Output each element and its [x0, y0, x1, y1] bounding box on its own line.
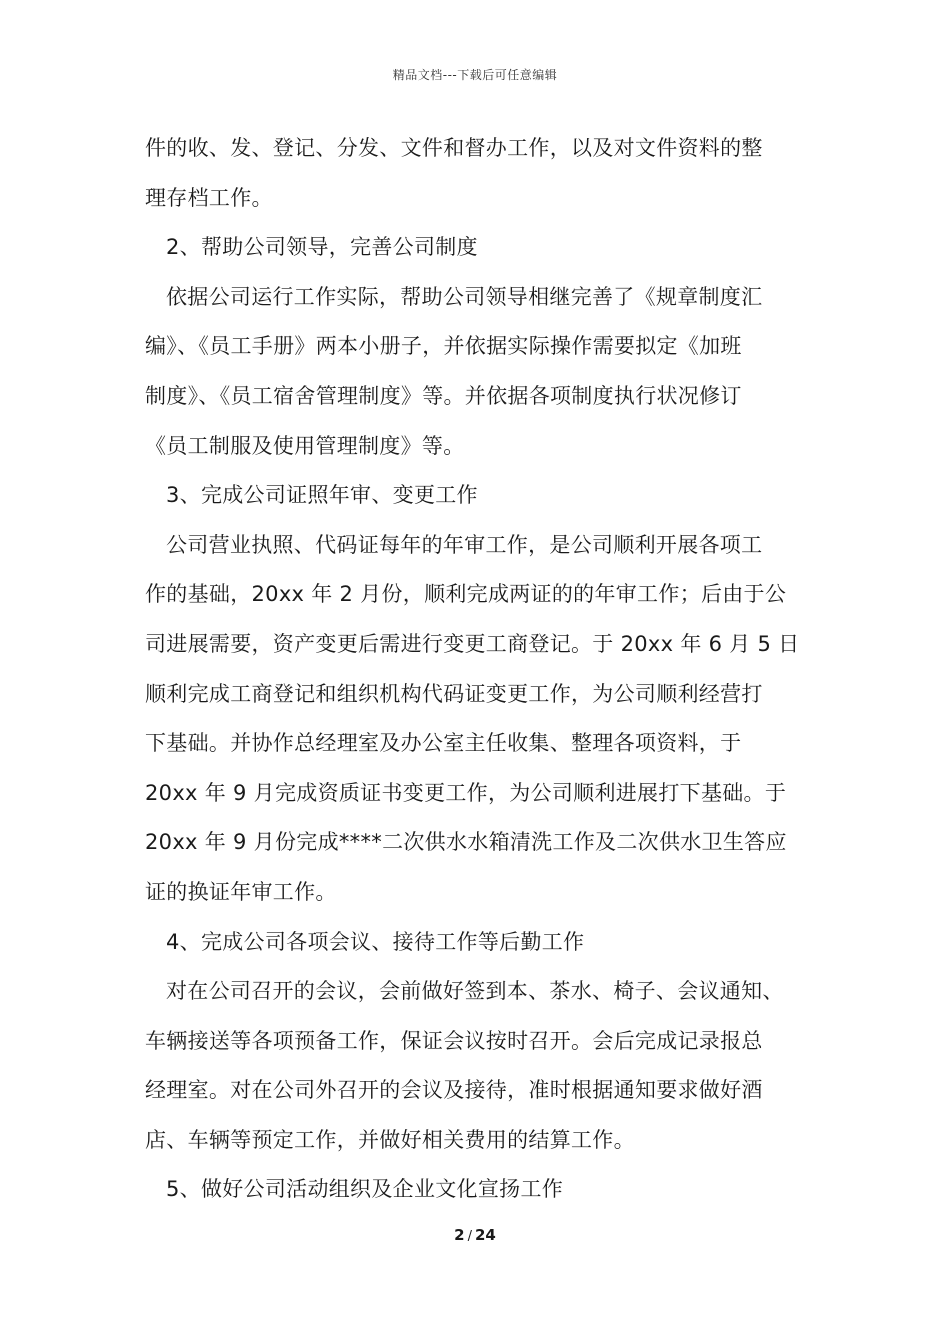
body-line: 《员工制服及使用管理制度》等。 — [145, 433, 465, 458]
body-line: 编》、《员工手册》两本小册子，并依据实际操作需要拟定《加班 — [145, 334, 742, 359]
section-heading: 5、做好公司活动组织及企业文化宣扬工作 — [166, 1177, 564, 1202]
body-line: 件的收、发、登记、分发、文件和督办工作，以及对文件资料的整 — [145, 136, 763, 160]
section-heading: 3、完成公司证照年审、变更工作 — [166, 483, 478, 508]
body-line: 证的换证年审工作。 — [145, 879, 337, 904]
body-line: 制度》、《员工宿舍管理制度》等。并依据各项制度执行状况修订 — [145, 383, 742, 408]
body-line: 理存档工作。 — [145, 185, 273, 210]
paragraph-first-line: 依据公司运行工作实际，帮助公司领导相继完善了《规章制度汇 — [166, 284, 763, 309]
total-pages-number: 24 — [474, 1226, 496, 1244]
document-body — [145, 128, 810, 1219]
body-line: 作的基础，20xx 年 2 月份，顺利完成两证的的年审工作；后由于公 — [145, 582, 787, 607]
body-line: 经理室。对在公司外召开的会议及接待，准时根据通知要求做好酒 — [145, 1078, 763, 1103]
current-page-number: 2 — [454, 1226, 465, 1244]
body-line: 司进展需要，资产变更后需进行变更工商登记。于 20xx 年 6 月 5 日 — [145, 631, 800, 656]
section-heading: 2、帮助公司领导，完善公司制度 — [166, 235, 478, 260]
paragraph-first-line: 对在公司召开的会议，会前做好签到本、茶水、椅子、会议通知、 — [166, 979, 784, 1004]
body-line: 20xx 年 9 月份完成****二次供水水箱清洗工作及二次供水卫生答应 — [145, 830, 787, 855]
body-line: 车辆接送等各项预备工作，保证会议按时召开。会后完成记录报总 — [145, 1028, 763, 1053]
body-line: 下基础。并协作总经理室及办公室主任收集、整理各项资料，于 — [145, 731, 742, 756]
page-number — [0, 1226, 950, 1244]
page-separator: / — [467, 1229, 472, 1244]
body-line: 顺利完成工商登记和组织机构代码证变更工作，为公司顺利经营打 — [145, 681, 763, 706]
body-line: 店、车辆等预定工作，并做好相关费用的结算工作。 — [145, 1127, 635, 1152]
paragraph-first-line: 公司营业执照、代码证每年的年审工作，是公司顺利开展各项工 — [166, 532, 763, 557]
body-line: 20xx 年 9 月完成资质证书变更工作，为公司顺利进展打下基础。于 — [145, 780, 787, 805]
page-header: 精品文档---下载后可任意编辑 — [392, 68, 558, 82]
section-heading: 4、完成公司各项会议、接待工作等后勤工作 — [166, 929, 585, 954]
